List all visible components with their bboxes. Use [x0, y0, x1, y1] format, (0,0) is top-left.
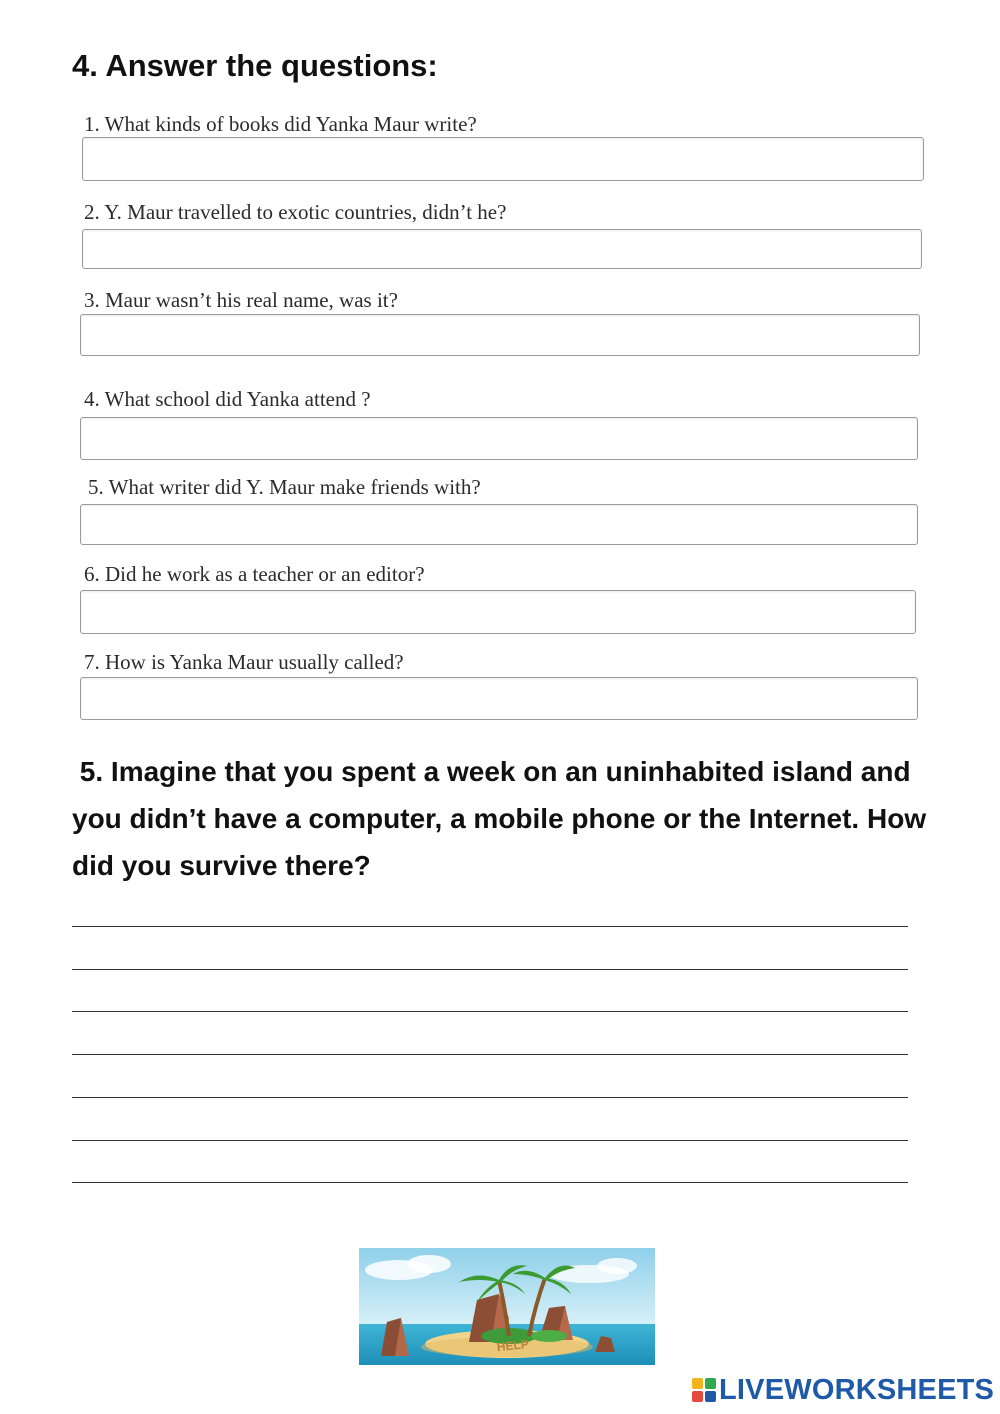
answer-3-input[interactable]: [80, 314, 920, 356]
island-illustration: [359, 1248, 655, 1365]
help-sign-text: HELP: [496, 1336, 530, 1355]
answer-7-input[interactable]: [80, 677, 918, 720]
answer-2-input[interactable]: [82, 229, 922, 269]
section-4-heading: 4. Answer the questions:: [72, 48, 438, 83]
question-6: 6. Did he work as a teacher or an editor?: [84, 562, 425, 586]
section-5-heading: 5. Imagine that you spent a week on an uninhabited island and you didn’t have a computer, a mobile phone or the Internet. How did you survive there?: [72, 756, 927, 881]
question-1: 1. What kinds of books did Yanka Maur write?: [84, 112, 477, 136]
liveworksheets-logo: [692, 1374, 994, 1406]
question-2: 2. Y. Maur travelled to exotic countries, didn’t he?: [84, 200, 507, 224]
answer-1-input[interactable]: [82, 137, 924, 181]
island-image: [359, 1248, 655, 1365]
question-7: 7. How is Yanka Maur usually called?: [84, 650, 404, 674]
writing-line[interactable]: [72, 1097, 908, 1098]
writing-line[interactable]: [72, 926, 908, 927]
writing-line[interactable]: [72, 1011, 908, 1012]
writing-line[interactable]: [72, 1182, 908, 1183]
writing-line[interactable]: [72, 969, 908, 970]
answer-5-input[interactable]: [80, 504, 918, 545]
writing-line[interactable]: [72, 1054, 908, 1055]
logo-grid-icon: [692, 1378, 716, 1402]
question-5: 5. What writer did Y. Maur make friends with?: [88, 475, 481, 499]
question-3: 3. Maur wasn’t his real name, was it?: [84, 288, 398, 312]
writing-line[interactable]: [72, 1140, 908, 1141]
answer-4-input[interactable]: [80, 417, 918, 460]
answer-6-input[interactable]: [80, 590, 916, 634]
question-4: 4. What school did Yanka attend ?: [84, 387, 371, 411]
logo-text: LIVEWORKSHEETS: [719, 1373, 995, 1406]
